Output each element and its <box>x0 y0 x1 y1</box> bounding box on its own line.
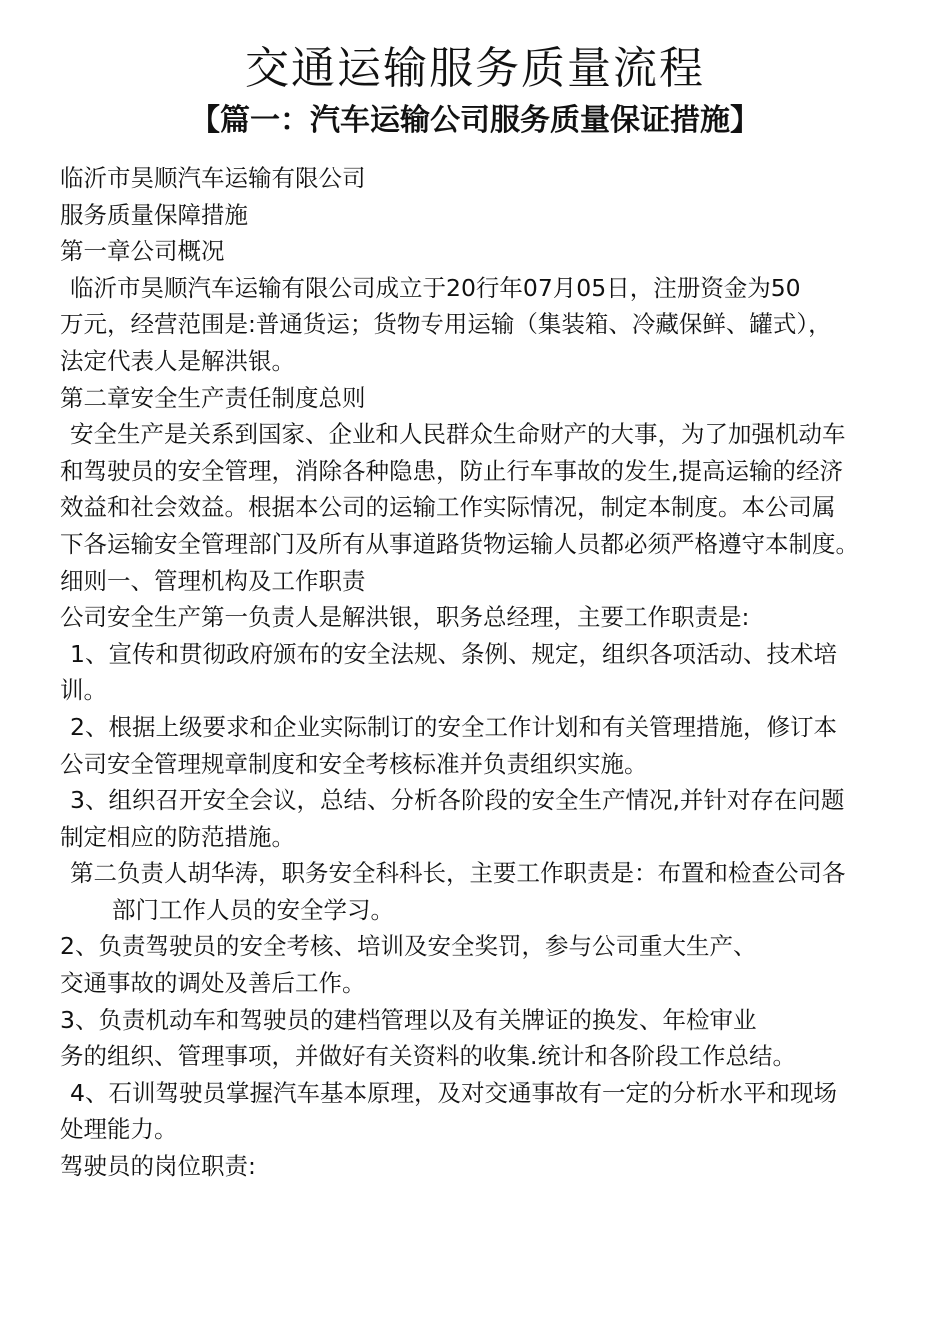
paragraph-line: 公司安全生产第一负责人是解洪银，职务总经理，主要工作职责是: <box>60 603 750 632</box>
document-title: 交通运输服务质量流程 <box>245 43 705 94</box>
paragraph-line: 和驾驶员的安全管理，消除各种隐患，防止行车事故的发生,提高运输的经济 <box>60 456 843 485</box>
paragraph-line: 第二负责人胡华涛，职务安全科科长，主要工作职责是：布置和检查公司各 <box>70 859 846 888</box>
paragraph-line: 下各运输安全管理部门及所有从事道路货物运输人员都必须严格遵守本制度。 <box>60 529 859 558</box>
list-item-line: 3、负责机动车和驾驶员的建档管理以及有关牌证的换发、年检审业 <box>60 1005 757 1034</box>
paragraph-line: 临沂市昊顺汽车运输有限公司成立于20行年07月05日，注册资金为50 <box>70 273 801 302</box>
document-body <box>60 160 900 1185</box>
list-item-line: 公司安全管理规章制度和安全考核标准并负责组织实施。 <box>60 749 648 778</box>
paragraph-line: 万元，经营范围是:普通货运；货物专用运输（集装箱、冷藏保鲜、罐式）， <box>60 310 832 339</box>
section-heading-line: 服务质量保障措施 <box>60 200 248 229</box>
list-item-line: 1、宣传和贯彻政府颁布的安全法规、条例、规定，组织各项活动、技术培 <box>70 639 837 668</box>
list-item-line: 务的组织、管理事项，并做好有关资料的收集.统计和各阶段工作总结。 <box>60 1042 796 1071</box>
list-item-line: 制定相应的防范措施。 <box>60 822 295 851</box>
list-item-line: 交通事故的调处及善后工作。 <box>60 969 366 998</box>
list-item-line: 处理能力。 <box>60 1115 178 1144</box>
paragraph-line: 效益和社会效益。根据本公司的运输工作实际情况，制定本制度。本公司属 <box>60 493 836 522</box>
list-item-line: 4、石训驾驶员掌握汽车基本原理，及对交通事故有一定的分析水平和现场 <box>70 1078 837 1107</box>
document-subtitle: 【篇一：汽车运输公司服务质量保证措施】 <box>190 103 760 138</box>
paragraph-line: 部门工作人员的安全学习。 <box>112 895 394 924</box>
list-item-line: 2、负责驾驶员的安全考核、培训及安全奖罚，参与公司重大生产、 <box>60 932 757 961</box>
list-item-line: 训。 <box>60 676 107 705</box>
chapter-one-heading: 第一章公司概况 <box>60 237 225 266</box>
paragraph-line: 安全生产是关系到国家、企业和人民群众生命财产的大事，为了加强机动车 <box>70 420 846 449</box>
rule-one-heading: 细则一、管理机构及工作职责 <box>60 566 366 595</box>
chapter-two-heading: 第二章安全生产责任制度总则 <box>60 383 366 412</box>
list-item-line: 3、组织召开安全会议，总结、分析各阶段的安全生产情况,并针对存在问题 <box>70 786 845 815</box>
company-name-line: 临沂市昊顺汽车运输有限公司 <box>60 164 366 192</box>
list-item-line: 2、根据上级要求和企业实际制订的安全工作计划和有关管理措施，修订本 <box>70 712 837 741</box>
section-heading-line: 驾驶员的岗位职责: <box>60 1152 256 1181</box>
paragraph-line: 法定代表人是解洪银。 <box>60 346 295 375</box>
